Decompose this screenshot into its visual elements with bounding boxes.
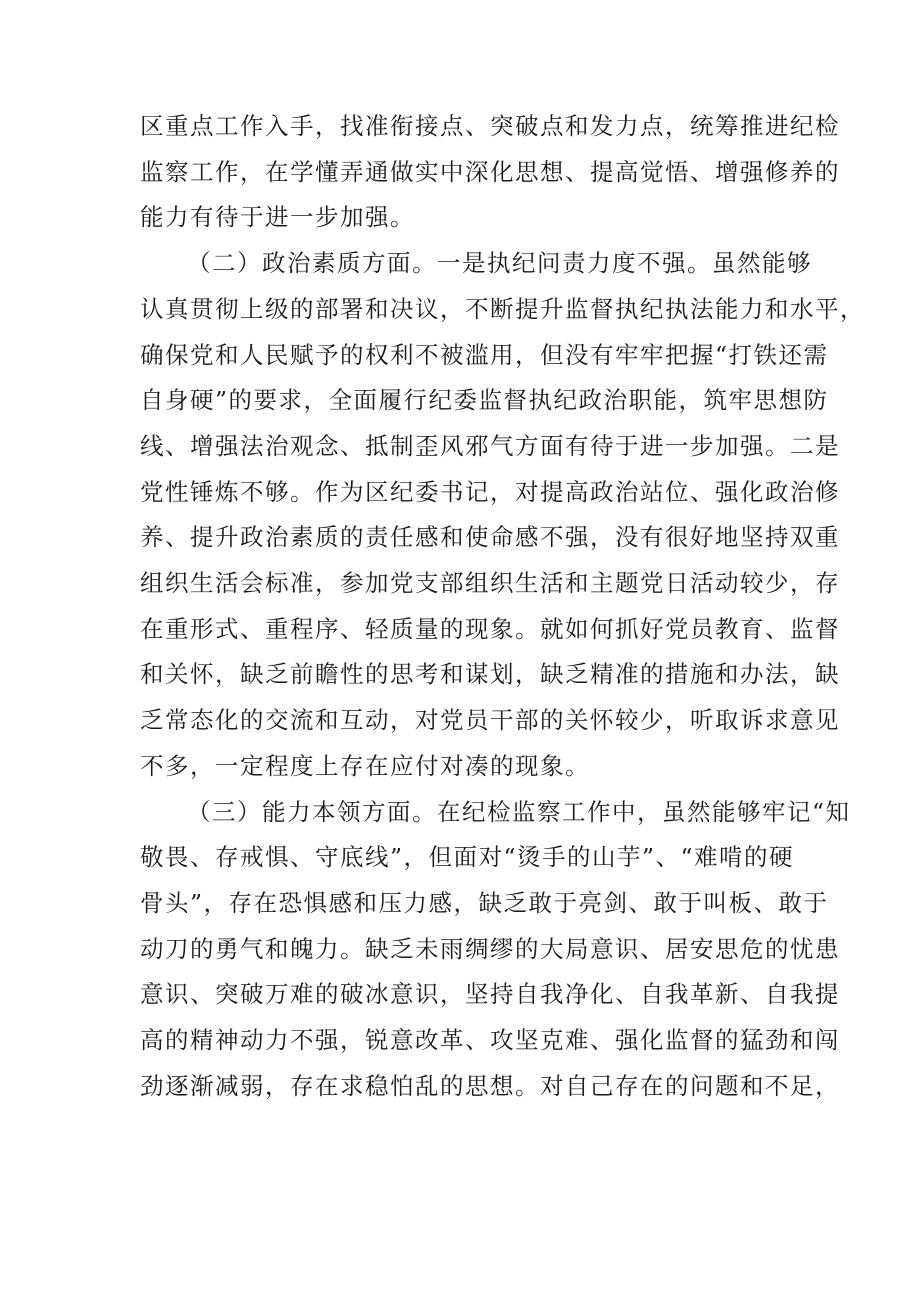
text-line: 养、提升政治素质的责任感和使命感不强，没有很好地坚持双重 [140, 523, 840, 552]
paragraph-political-quality [140, 241, 865, 789]
text-line: 区重点工作入手，找准衔接点、突破点和发力点，统筹推进纪检 [140, 112, 840, 140]
text-line: 组织生活会标准，参加党支部组织生活和主题党日活动较少，存 [140, 569, 840, 598]
text-line: 自身硬”的要求，全面履行纪委监督执纪政治职能，筑牢思想防 [140, 386, 829, 415]
text-line: 能力有待于进一步加强。 [140, 203, 415, 232]
text-line: 骨头”，存在恐惧感和压力感，缺乏敢于亮剑、敢于叫板、敢于 [140, 888, 829, 917]
text-line: 线、增强法治观念、抵制歪风邪气方面有待于进一步加强。二是 [140, 431, 840, 460]
text-line: 劲逐渐减弱，存在求稳怕乱的思想。对自己存在的问题和不足， [140, 1071, 840, 1100]
text-line: 敬畏、存戒惧、守底线”，但面对“烫手的山芋”、“难啃的硬 [140, 843, 795, 872]
document-page [140, 104, 865, 1109]
text-line: 高的精神动力不强，锐意改革、攻坚克难、强化监督的猛劲和闯 [140, 1026, 840, 1055]
paragraph-continuation [140, 104, 840, 241]
text-line: 和关怀，缺乏前瞻性的思考和谋划，缺乏精准的措施和办法，缺 [140, 660, 840, 689]
text-line: 确保党和人民赋予的权利不被滥用，但没有牢牢把握“打铁还需 [140, 340, 829, 369]
text-line: 不多，一定程度上存在应付对凑的现象。 [140, 751, 590, 780]
text-line: 认真贯彻上级的部署和决议，不断提升监督执纪执法能力和水平， [140, 294, 865, 323]
text-line: 意识、突破万难的破冰意识，坚持自我净化、自我革新、自我提 [140, 980, 840, 1009]
text-line: 在重形式、重程序、轻质量的现象。就如何抓好党员教育、监督 [140, 614, 840, 643]
text-line: （三）能力本领方面。在纪检监察工作中，虽然能够牢记“知 [187, 797, 851, 826]
paragraph-ability [140, 790, 851, 1110]
text-line: （二）政治素质方面。一是执纪问责力度不强。虽然能够 [187, 249, 812, 278]
text-line: 动刀的勇气和魄力。缺乏未雨绸缪的大局意识、居安思危的忧患 [140, 934, 840, 963]
text-line: 党性锤炼不够。作为区纪委书记，对提高政治站位、强化政治修 [140, 477, 840, 506]
text-line: 乏常态化的交流和互动，对党员干部的关怀较少，听取诉求意见 [140, 706, 840, 735]
text-line: 监察工作，在学懂弄通做实中深化思想、提高觉悟、增强修养的 [140, 157, 840, 186]
